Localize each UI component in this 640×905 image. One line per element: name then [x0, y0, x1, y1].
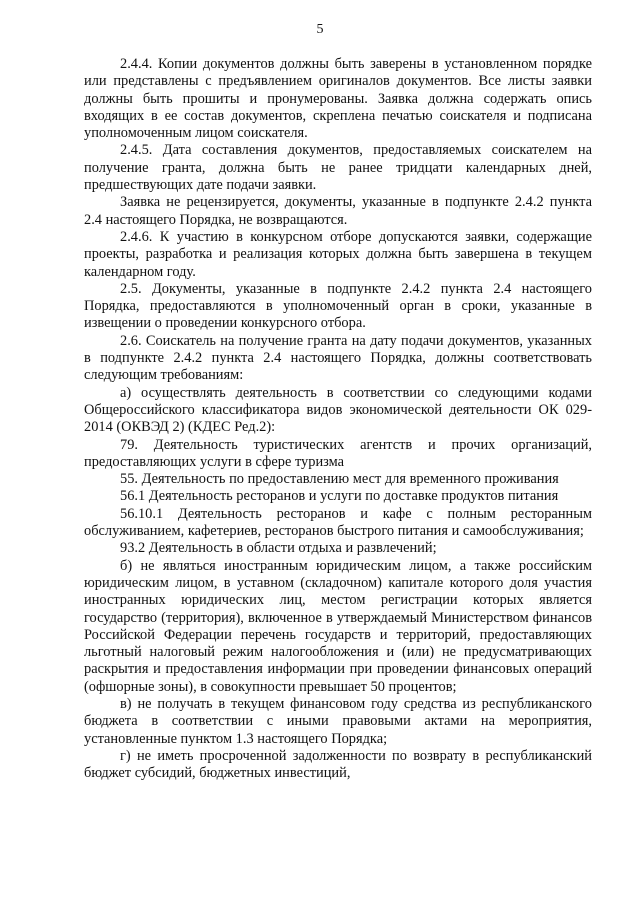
- paragraph-2-5: 2.5. Документы, указанные в подпункте 2.4.2 пункта 2.4 настоящего Порядка, предоставляются в уполномоченный орган в сроки, указанные в извещении о проведении конкурсного отбора.: [84, 280, 592, 332]
- document-body: [84, 56, 592, 782]
- requirement-b: б) не являться иностранным юридическим лицом, а также российским юридическим лицом, в уставном (складочном) капитале которого доля участия иностранных юридических лиц, местом регистрации которых является государство (территория), включенное в утверждаемый Министерством финансов Российской Федерации перечень государств и территорий, предоставляющих льготный налоговый режим налогообложения и (или) не предусматривающих раскрытия и предоставления информации при проведении финансовых операций (офшорные зоны), в совокупности превышает 50 процентов;: [84, 557, 592, 695]
- paragraph-2-4-5: 2.4.5. Дата составления документов, предоставляемых соискателем на получение гранта, должна быть не ранее тридцати календарных дней, предшествующих дате подачи заявки.: [84, 142, 592, 194]
- okved-code-79: 79. Деятельность туристических агентств и прочих организаций, предоставляющих услуги в сфере туризма: [84, 436, 592, 470]
- paragraph-2-6: 2.6. Соискатель на получение гранта на дату подачи документов, указанных в подпункте 2.4.2 пункта 2.4 настоящего Порядка, должны соответствовать следующим требованиям:: [84, 332, 592, 384]
- okved-code-93-2: 93.2 Деятельность в области отдыха и развлечений;: [120, 540, 437, 557]
- okved-code-55: 55. Деятельность по предоставлению мест для временного проживания: [120, 471, 559, 488]
- requirement-a: а) осуществлять деятельность в соответствии со следующими кодами Общероссийского классификатора видов экономической деятельности ОК 029-2014 (ОКВЭД 2) (КДЕС Ред.2):: [84, 384, 592, 436]
- paragraph-2-4-4: 2.4.4. Копии документов должны быть заверены в установленном порядке или представлены с предъявлением оригиналов документов. Все листы заявки должны быть прошиты и пронумерованы. Заявка должна содержать опись входящих в ее состав документов, скреплена печатью соискателя и подписана уполномоченным лицом соискателя.: [84, 56, 592, 142]
- paragraph-2-4-6: 2.4.6. К участию в конкурсном отборе допускаются заявки, содержащие проекты, разработка и реализация которых должна быть завершена в текущем календарном году.: [84, 228, 592, 280]
- requirement-v: в) не получать в текущем финансовом году средства из республиканского бюджета в соответствии с иными правовыми актами на мероприятия, установленные пунктом 1.3 настоящего Порядка;: [84, 695, 592, 747]
- paragraph-application-not-reviewed: Заявка не рецензируется, документы, указанные в подпункте 2.4.2 пункта 2.4 настоящего Порядка, не возвращаются.: [84, 194, 592, 228]
- page-number: 5: [316, 22, 324, 37]
- okved-code-56-10-1: 56.10.1 Деятельность ресторанов и кафе с полным ресторанным обслуживанием, кафетериев, ресторанов быстрого питания и самообслуживания;: [84, 505, 592, 540]
- okved-code-56-1: 56.1 Деятельность ресторанов и услуги по доставке продуктов питания: [120, 488, 559, 505]
- requirement-g: г) не иметь просроченной задолженности по возврату в республиканский бюджет субсидий, бюджетных инвестиций,: [84, 747, 592, 782]
